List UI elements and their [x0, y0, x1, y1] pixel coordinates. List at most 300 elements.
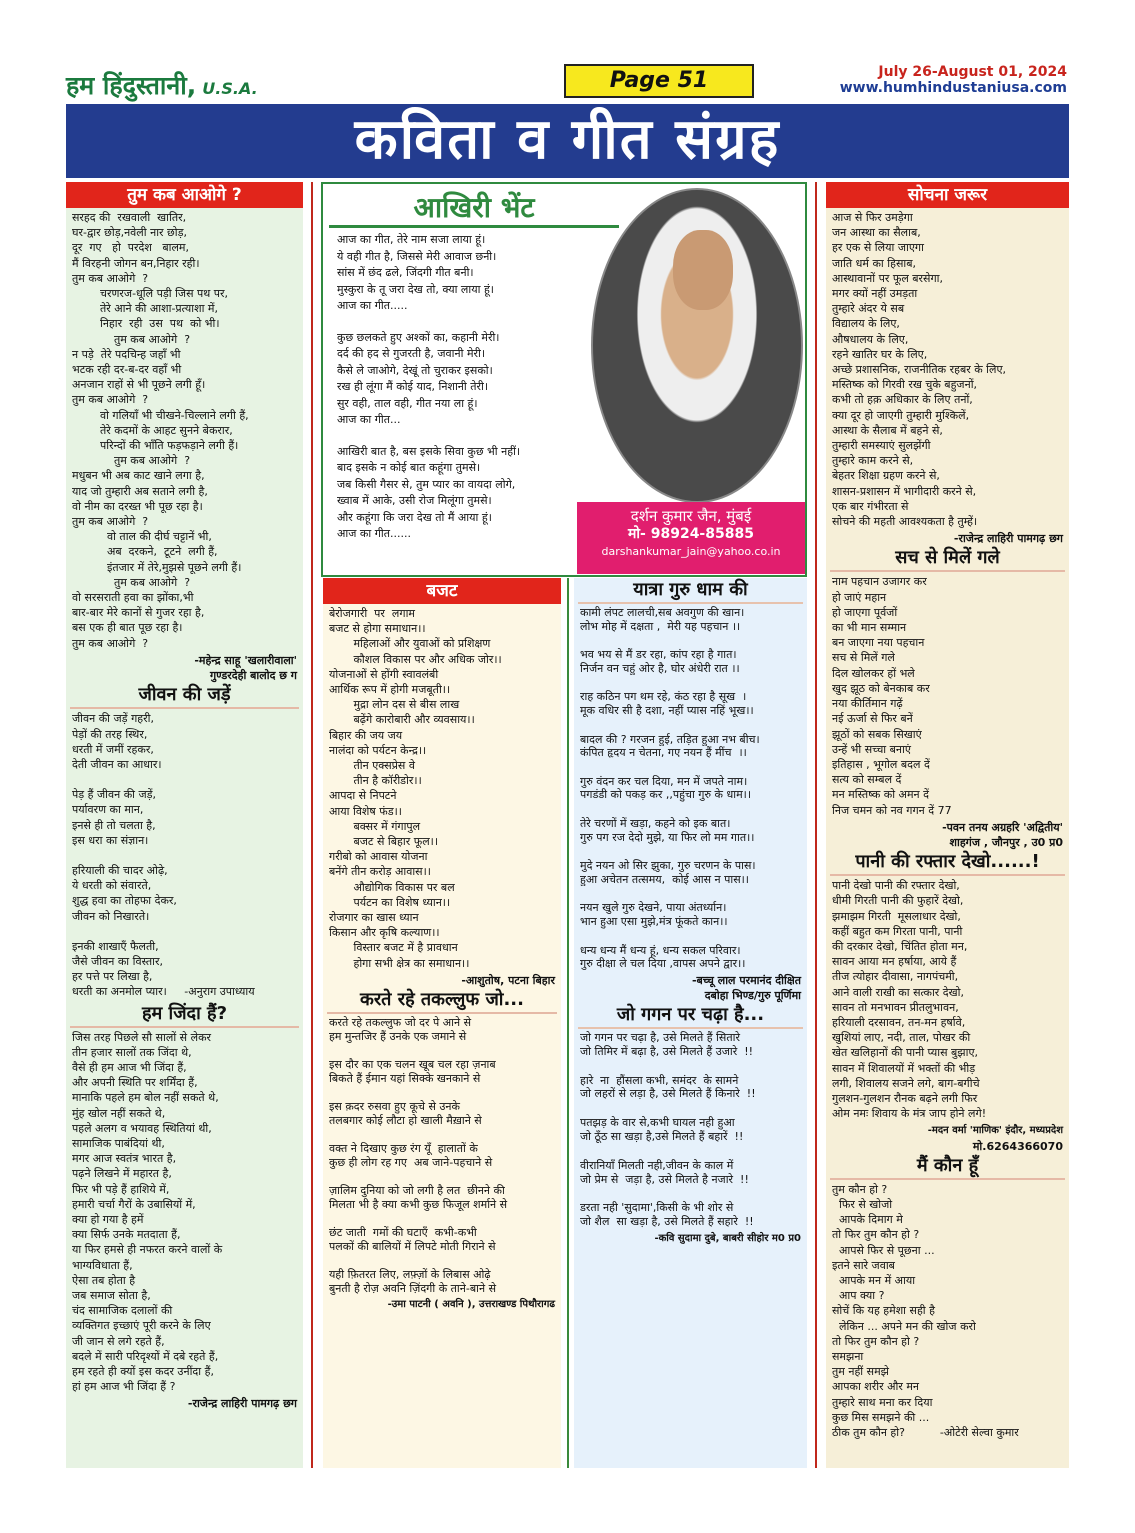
- poem-line: राह कठिन पग थम रहे, कंठ रहा है सूख ।: [580, 690, 747, 704]
- poem-line: भटक रही दर-ब-दर वहाँ भी: [72, 363, 182, 377]
- poem-line: होगा सभी क्षेत्र का समाधान।।: [329, 956, 470, 970]
- poem-author: -महेन्द्र साहू 'खलारीवाला': [194, 653, 297, 667]
- poem-line: परिन्दों की भाँति फड़फड़ाने लगी हैं।: [72, 439, 239, 453]
- poem-line: कुछ ही लोग रह गए अब जाने-पहचाने से: [329, 1155, 493, 1169]
- poem-line: क्या दूर हो जाएगी तुम्हारी मुश्किलें,: [832, 408, 970, 422]
- poem-body: [826, 208, 1069, 531]
- poem-line: समझना: [832, 1350, 864, 1364]
- poem-line: बिकते हैं ईमान यहां सिक्के खनकाने से: [329, 1071, 481, 1085]
- poem-line: पर्यटन का विशेष ध्यान।।: [329, 895, 451, 909]
- poem-line: निर्जन वन चहुं ओर है, घोर अंधेरी रात ।।: [580, 661, 740, 675]
- poem-line: इंतजार में तेरे,मुझसे पूछने लगी हैं।: [72, 560, 242, 574]
- poem-title: मैं कौन हूँ: [830, 1154, 1065, 1180]
- poem-line: धरती में जमीं रहकर,: [72, 742, 154, 756]
- poem-line: नयन खुले गुरु देखने, पाया अंतर्ध्यान।: [580, 901, 727, 915]
- column-center-left: [323, 578, 561, 1468]
- poem-line: बेरोजगारी पर लगाम: [329, 607, 415, 620]
- poem-body: [337, 232, 599, 543]
- poem-line: जो शैल सा खड़ा है, उसे मिलते हैं सहारे !!: [580, 1215, 754, 1229]
- poem-line: [329, 1211, 555, 1226]
- poem-line: सोचने की महती आवश्यकता है तुम्हें।: [832, 515, 978, 529]
- poem-line: तुम कब आओगे ?: [72, 332, 191, 346]
- poem-line: कभी तो हक़ अधिकार के लिए तनों,: [832, 393, 973, 407]
- poem-line: शुद्ध हवा का तोहफा देकर,: [72, 894, 177, 908]
- poem-line: वो सरसराती हवा का झोंका,भी: [72, 591, 194, 605]
- poem-line: मगर क्यों नहीं उमड़ता: [832, 287, 918, 301]
- poem-line: हम मुन्तजिर हैं उनके एक जमाने से: [329, 1029, 467, 1043]
- poem-line: इतिहास , भूगोल बदल दें: [832, 757, 930, 771]
- poem-line: देती जीवन का आधार।: [72, 757, 162, 771]
- poem-line: हरियाली दरसावन, तन-मन हर्षावे,: [832, 1015, 966, 1029]
- poem-line: सामाजिक पाबंदियां थी,: [72, 1136, 165, 1150]
- column-center-right: [574, 578, 807, 1468]
- poem-line: वैसे ही हम आज भी जिंदा हैं,: [72, 1060, 187, 1074]
- poem-line: आस्थावानों पर फूल बरसेगा,: [832, 271, 944, 285]
- poem-line: धन्य धन्य मैं धन्य हूं, धन्य सकल परिवार।: [580, 943, 741, 957]
- poem-line: हर एक से लिया जाएगा: [832, 241, 924, 255]
- poem-line: ये धरती को संवारते,: [72, 879, 152, 893]
- poem-line: इनकी शाखाएँ फैलती,: [72, 939, 159, 953]
- poem-line: और कहूंगा कि जरा देख तो मैं आया हूं।: [337, 510, 492, 524]
- poem-body: [323, 604, 561, 973]
- poem-line: खुद झूठ को बेनकाब कर: [832, 681, 930, 695]
- poem-line: व्यक्तिगत इच्छाएं पूरी करने के लिए: [72, 1319, 211, 1333]
- poem-line: तुम कब आओगे ?: [72, 515, 149, 529]
- poem-line: लगी, शिवालय सजने लगे, बाग-बगीचे: [832, 1076, 980, 1090]
- section-banner: कविता व गीत संग्रह: [66, 104, 1069, 178]
- poem-line: हुआ अचेतन तत्समय, कोई आस न पास।।: [580, 872, 749, 886]
- poem-line: घर-द्वार छोड़,नवेली नार छोड़,: [72, 226, 187, 240]
- poem-line: विद्यालय के लिए,: [832, 317, 900, 331]
- poem-line: तेरे कदमों के आहट सुनने बेकरार,: [72, 423, 233, 437]
- featured-poem-title: आखिरी भेंट: [329, 188, 619, 228]
- poem-line: पलकों की बालियों में लिपटे मोती गिराने से: [329, 1239, 496, 1253]
- poem-line: एक बार गंभीरता से: [832, 499, 909, 513]
- poem-title: तुम कब आओगे ?: [66, 182, 303, 208]
- poem-title: जीवन की जड़ें: [70, 683, 299, 709]
- poem-line: पर्यावरण का मान,: [72, 803, 144, 817]
- poem-line: वो नीम का दरख्त भी पूछ रहा है।: [72, 499, 203, 513]
- poem-line: सोचें कि यह हमेशा सही है: [832, 1304, 935, 1318]
- poem-line: आपके दिमाग मे: [832, 1213, 903, 1227]
- poem-line: मुदे नयन ओ सिर झुका, गुरु चरणन के पास।: [580, 859, 756, 873]
- issue-date: July 26-August 01, 2024: [878, 64, 1067, 80]
- poem-line: जाति धर्म का हिसाब,: [832, 256, 917, 270]
- poem-line: तीन हजार सालों तक जिंदा थे,: [72, 1045, 192, 1059]
- poem-line: फिर से खोजो: [832, 1197, 893, 1211]
- poem-line: इतने सारे जवाब: [832, 1258, 895, 1272]
- poem-title: सोचना जरूर: [826, 182, 1069, 208]
- poem-line: सावन तो मनभावन प्रीतलुभावन,: [832, 1000, 959, 1014]
- poem-line: चरणरज-धूलि पड़ी जिस पथ पर,: [72, 287, 229, 301]
- poem-line: जो लहरों से लड़ा है, उसे मिलते हैं किनारे !!: [580, 1087, 756, 1101]
- poem-line: जीवन को निखारते।: [72, 909, 150, 923]
- poem-line: मूक वधिर सी है दशा, नहीं प्यास नहिं भूख।।: [580, 703, 754, 717]
- poem-line: तुम्हारे साथ मना कर दिया: [832, 1395, 933, 1409]
- poem-line: तुम कब आओगे ?: [72, 575, 191, 589]
- poem-line: जी जान से लगे रहते हैं,: [72, 1334, 165, 1348]
- poem-line: आपके मन में आया: [832, 1274, 916, 1287]
- poem-line: कुछ छलकते हुए अश्कों का, कहानी मेरी।: [337, 330, 500, 344]
- poem-line: कहीं बहुत कम गिरता पानी, पानी: [832, 924, 963, 938]
- poem-line: आपसे फिर से पूछना ...: [832, 1243, 935, 1257]
- poem-line: जो गगन पर चढ़ा है, उसे मिलते हैं सितारे: [580, 1031, 740, 1045]
- poem-line: आर्थिक रूप में होगी मजबूती।।: [329, 683, 451, 697]
- poem-line: डरता नही 'सुदामा',किसी के भी शोर से: [580, 1201, 734, 1215]
- poem-line: तुम कौन हो ?: [832, 1182, 888, 1196]
- poem-author: -आशुतोष, पटना बिहार: [461, 973, 555, 987]
- poem-line: तो फिर तुम कौन हो ?: [832, 1228, 920, 1242]
- author-place: दबोहा भिण्ड/गुरु पूर्णिमा: [704, 988, 801, 1002]
- poem-body: [574, 1029, 807, 1231]
- poem-line: सच से मिलें गले: [832, 651, 895, 665]
- poem-line: रख ही लूंगा मैं कोई याद, निशानी तेरी।: [337, 380, 489, 393]
- poem-line: तुम्हारे अंदर ये सब: [832, 302, 905, 316]
- poem-line: तुम नहीं समझे: [832, 1365, 889, 1379]
- featured-poem: [321, 182, 807, 577]
- poem-line: आज का गीत......: [337, 527, 411, 540]
- poem-line: ख्वाब में आके, उसी रोज मिलूंगा तुमसे।: [337, 494, 492, 507]
- poem-line: [337, 315, 599, 330]
- poem-body: [66, 208, 303, 653]
- poem-line: फिर भी पड़े हैं हाशिये में,: [72, 1182, 170, 1196]
- poem-line: बढ़ेंगे कारोबारी और व्यवसाय।।: [329, 713, 475, 727]
- poem-line: [329, 1043, 555, 1058]
- poem-line: [72, 924, 297, 939]
- poem-line: बाद इसके न कोई बात कहूंगा तुमसे।: [337, 461, 481, 474]
- poem-line: न पड़े तेरे पदचिन्ह जहाँ भी: [72, 347, 181, 361]
- poem-line: यही फ़ितरत लिए, लफ़्ज़ों के लिबास ओढ़े: [329, 1268, 491, 1282]
- poem-line: आज से फिर उमड़ेगा: [832, 211, 913, 224]
- poem-author: -कवि सुदामा दुबे, बाबरी सीहोर म0 प्र0: [654, 1233, 801, 1245]
- poem-line: वो गलियाँ भी चीखने-चिल्लाने लगी हैं,: [72, 408, 249, 422]
- poem-line: तुम्हारी समस्याएं सुलझेंगी: [832, 439, 931, 453]
- poem-line: [580, 1186, 801, 1201]
- poem-line: ओम नमः शिवाय के मंत्र जाप होने लगे!: [832, 1107, 987, 1121]
- poem-line: महिलाओं और युवाओं को प्रशिक्षण: [329, 637, 491, 651]
- poem-line: [329, 1127, 555, 1142]
- poem-line: बदले में सारी परिदृश्यों में दबे रहते हैं,: [72, 1349, 219, 1363]
- poem-body: [66, 709, 303, 1001]
- poem-line: [72, 772, 297, 787]
- poem-body: [826, 572, 1069, 819]
- poem-body: [826, 1180, 1069, 1442]
- column-divider: [815, 182, 817, 1468]
- poem-line: क्या सिर्फ उनके मतदाता हैं,: [72, 1228, 181, 1242]
- poem-line: लेकिन ... अपने मन की खोज करो: [832, 1319, 976, 1333]
- poem-title: बजट: [323, 578, 561, 604]
- poem-line: पेड़ हैं जीवन की जड़ें,: [72, 788, 157, 802]
- poem-line: नया कीर्तिमान गढ़ें: [832, 697, 903, 711]
- poem-line: तो फिर तुम कौन हो ?: [832, 1334, 920, 1348]
- poem-line: हमारी चर्चा गैरों के उबासियों में,: [72, 1197, 196, 1211]
- poem-line: पतझड़ के वार से,कभी घायल नही हुआ: [580, 1116, 735, 1130]
- poem-title: पानी की रफ्तार देखो......!: [830, 850, 1065, 876]
- poem-line: तलबगार कोई लौटा हो खाली मैख़ाने से: [329, 1113, 482, 1127]
- masthead-brand: हम हिंदुस्तानी, U.S.A.: [66, 71, 258, 100]
- column-divider: [567, 578, 569, 1468]
- poem-line: आप क्या ?: [832, 1289, 885, 1303]
- poem-title: यात्रा गुरु धाम की: [578, 578, 803, 604]
- author-email[interactable]: darshankumar_jain@yahoo.co.in: [601, 545, 781, 558]
- website-link[interactable]: www.humhindustaniusa.com: [839, 80, 1067, 96]
- poem-line: और अपनी स्थिति पर शर्मिंदा हैं,: [72, 1076, 198, 1090]
- poem-line: अच्छे प्रशासनिक, राजनीतिक रहबर के लिए,: [832, 363, 1007, 377]
- page-number: Page 51: [564, 64, 754, 98]
- poem-line: नाम पहचान उजागर कर: [832, 575, 927, 589]
- poem-author: -राजेन्द्र लाहिरी पामगढ़ छग: [187, 1397, 297, 1411]
- poem-line: ऐसा तब होता है: [72, 1273, 136, 1287]
- poem-line: गुरु दीक्षा ले चल दिया ,वापस अपने द्वार।।: [580, 957, 746, 971]
- poem-line: बजट से होगा समाधान।।: [329, 622, 426, 636]
- poem-line: चंद सामाजिक दलालों की: [72, 1304, 173, 1318]
- poem-line: बार-बार मेरे कानों से गुजर रहा है,: [72, 606, 205, 620]
- poem-line: [580, 760, 801, 775]
- poem-author: -मदन वर्मा 'माणिक' इंदौर, मध्यप्रदेश: [927, 1125, 1063, 1137]
- poem-line: आखिरी बात है, बस इसके सिवा कुछ भी नहीं।: [337, 444, 521, 458]
- poem-line: सावन आया मन हर्षाया, आये हैं: [832, 955, 957, 969]
- poem-line: कौशल विकास पर और अधिक जोर।।: [329, 652, 502, 666]
- author-card: [577, 502, 805, 574]
- poem-line: ज़ालिम दुनिया को जो लगी है लत छीनने की: [329, 1184, 505, 1198]
- poem-line: [580, 886, 801, 901]
- poem-line: रोजगार का खास ध्यान: [329, 911, 419, 925]
- poem-line: पढ़ने लिखने में महारत है,: [72, 1167, 172, 1181]
- author-name: दर्शन कुमार जैन, मुंबई: [630, 507, 752, 525]
- poem-line: आपका शरीर और मन: [832, 1380, 920, 1394]
- poem-line: [580, 718, 801, 733]
- author-place: शाहगंज , जौनपुर , उ0 प्र0: [949, 835, 1063, 849]
- poem-line: जीवन की जड़ें गहरी,: [72, 712, 154, 726]
- poem-line: जन आस्था का सैलाब,: [832, 226, 921, 240]
- poem-line: निहार रही उस पथ को भी।: [72, 317, 220, 331]
- poem-line: धरती का अनमोल प्यार। -अनुराग उपाध्याय: [72, 985, 255, 999]
- poem-line: मुंह खोल नहीं सकते थे,: [72, 1106, 166, 1120]
- poem-line: बेहतर शिक्षा ग्रहण करने से,: [832, 469, 940, 483]
- poem-line: हो जाएं महान: [832, 590, 887, 604]
- poem-line: कंपित हृदय न चेतना, गए नयन हैं मींच ।।: [580, 746, 747, 760]
- poem-line: पेड़ों की तरह स्थिर,: [72, 727, 148, 741]
- column-right: [826, 182, 1069, 1468]
- poem-author: -बच्चू लाल परमानंद दीक्षित: [691, 973, 801, 987]
- poem-line: मानाकि पहले हम बोल नहीं सकते थे,: [72, 1091, 219, 1105]
- poem-line: बक्सर में गंगापुल: [329, 819, 421, 833]
- poem-line: खुशियां लाए, नदी, ताल, पोखर की: [832, 1031, 971, 1045]
- poem-line: बनेंगे तीन करोड़ आवास।।: [329, 865, 431, 879]
- poem-line: मिलता भी है क्या कभी कुछ फिजूल शर्माने से: [329, 1197, 508, 1211]
- poem-line: गुरु वंदन कर चल दिया, मन में जपते नाम।: [580, 774, 748, 788]
- poem-line: भान हुआ एसा मुझे,मंत्र फूंकते कान।।: [580, 914, 728, 928]
- poem-line: दूर गए हो परदेश बालम,: [72, 241, 190, 255]
- poem-title: सच से मिलें गले: [830, 546, 1065, 572]
- poem-line: सत्य को सम्बल दें: [832, 773, 902, 787]
- poem-line: मगर आज स्वतंत्र भारत है,: [72, 1152, 177, 1166]
- poem-line: या फिर हमसे ही नफरत करने वालों के: [72, 1243, 223, 1257]
- poem-author: -राजेन्द्र लाहिरी पामगढ़ छग: [953, 532, 1063, 546]
- poem-line: झमाझम गिरती मूसलाधार देखो,: [832, 909, 961, 923]
- poem-line: [580, 1059, 801, 1074]
- poem-line: योजनाओं से होंगी स्वावलंबी: [329, 667, 439, 681]
- poem-title: हम जिंदा हैं?: [70, 1002, 299, 1028]
- dateline: [840, 64, 1067, 96]
- poem-line: बुनती है रोज़ अवनि ज़िंदगी के ताने-बाने से: [329, 1281, 497, 1295]
- poem-line: लोभ मोह में दक्षता , मेरी यह पहचान ।।: [580, 619, 741, 633]
- author-place: गुण्डरदेही बालोद छ ग: [209, 669, 297, 683]
- author-phone: मो- 98924-85885: [628, 526, 754, 542]
- poem-line: इस दौर का एक चलन खूब चल रहा ज़नाब: [329, 1058, 496, 1072]
- author-face: [673, 230, 733, 310]
- poem-title: जो गगन पर चढ़ा है...: [578, 1003, 803, 1029]
- poem-line: सावन में शिवालयों में भक्तों की भीड़: [832, 1061, 976, 1075]
- poem-line: शासन-प्रशासन में भागीदारी करने से,: [832, 484, 977, 498]
- poem-line: पहले अलग व भयावह स्थितियां थी,: [72, 1121, 212, 1135]
- poem-line: नई ऊर्जा से फिर बनें: [832, 712, 913, 726]
- poem-line: जो ठूँठ सा खड़ा है,उसे मिलते हैं बहारें !!: [580, 1130, 744, 1144]
- poem-line: [329, 1085, 555, 1100]
- poem-line: करते रहे तकल्लुफ जो दर पे आने से: [329, 1016, 472, 1030]
- poem-line: तेरे चरणों में खड़ा, कहने को इक बात।: [580, 816, 731, 830]
- poem-author: -पवन तनय अग्रहरि 'अद्वितीय': [942, 820, 1063, 834]
- poem-line: मुस्कुरा के तू जरा देख तो, क्या लाया हूं।: [337, 282, 494, 296]
- poem-line: [580, 633, 801, 648]
- poem-body: [826, 876, 1069, 1123]
- poem-line: अब दरकने, टूटने लगी हैं,: [72, 545, 218, 559]
- poem-line: झूठों को सबक सिखाएं: [832, 727, 922, 741]
- poem-line: कुछ मिस समझने की ...: [832, 1410, 930, 1424]
- poem-line: तुम कब आओगे ?: [72, 393, 149, 407]
- poem-line: हम रहते ही क्यों इस कदर उनींदा हैं,: [72, 1365, 214, 1379]
- author-photo: [591, 188, 803, 503]
- poem-line: [329, 1169, 555, 1184]
- poem-line: [580, 1101, 801, 1116]
- poem-line: मैं विरहनी जोगन बन,निहार रही।: [72, 256, 200, 270]
- poem-line: औषधालय के लिए,: [832, 332, 909, 346]
- poem-line: पानी देखो पानी की रफ्तार देखो,: [832, 879, 960, 893]
- poem-line: जो तिमिर में बढ़ा है, उसे मिलते हैं उजारे !!: [580, 1044, 754, 1058]
- poem-line: हो जाएगा पूर्वजों: [832, 605, 898, 619]
- page-header: [66, 64, 1071, 100]
- poem-line: धीमी गिरती पानी की फुहारें देखो,: [832, 894, 964, 908]
- poem-line: सुर वही, ताल वही, गीत नया ला हूं।: [337, 396, 478, 410]
- poem-line: की दरकार देखो, चिंतित होता मन,: [832, 939, 968, 953]
- poem-line: आस्था के सैलाब में बहने से,: [832, 423, 943, 437]
- poem-line: [580, 929, 801, 944]
- poem-title: करते रहे तकल्लुफ जो...: [327, 988, 557, 1014]
- poem-line: गुलशन-गुलशन रौनक बढ़ने लगी फिर: [832, 1091, 978, 1105]
- poem-body: [574, 604, 807, 973]
- column-divider: [311, 182, 313, 1468]
- poem-line: आज का गीत...: [337, 413, 401, 426]
- poem-line: वीरानियाँ मिलती नही,जीवन के काल में: [580, 1158, 734, 1172]
- poem-line: याद जो तुम्हारी अब सताने लगी है,: [72, 484, 208, 498]
- poem-line: दिल खोलकर हों भले: [832, 666, 915, 680]
- poem-line: हरियाली की चादर ओढ़े,: [72, 863, 168, 877]
- poem-line: छंट जाती गमों की घटाएँ कभी-कभी: [329, 1226, 477, 1240]
- poem-line: आज का गीत.....: [337, 299, 408, 312]
- poem-line: [580, 1144, 801, 1159]
- poem-line: कैसे ले जाओगे, देखूं तो चुराकर इसको।: [337, 363, 493, 377]
- poem-line: खेत खलिहानों की पानी प्यास बुझाए,: [832, 1046, 979, 1060]
- poem-line: [329, 1253, 555, 1268]
- poem-line: आज का गीत, तेरे नाम सजा लाया हूं।: [337, 233, 486, 246]
- poem-line: का भी मान सम्मान: [832, 621, 907, 635]
- poem-line: ये वही गीत है, जिससे मेरी आवाज छनी।: [337, 249, 497, 263]
- poem-line: बन जाएगा नया पहचान: [832, 636, 925, 650]
- poem-line: हर पत्ते पर लिखा है,: [72, 970, 153, 984]
- poem-line: जब समाज सोता है,: [72, 1289, 151, 1302]
- poem-line: मुद्रा लोन दस से बीस लाख: [329, 698, 460, 712]
- poem-line: इस धरा का संज्ञान।: [72, 833, 149, 847]
- poem-line: [580, 844, 801, 859]
- poem-line: किसान और कृषि कल्याण।।: [329, 926, 440, 940]
- poem-line: हारे ना हौंसला कभी, समंदर के सामने: [580, 1073, 739, 1087]
- poem-line: आया विशेष फंड।।: [329, 804, 402, 818]
- poem-line: इस क़दर रुसवा हुए कूचे से उनके: [329, 1100, 460, 1114]
- poem-line: गरीबो को आवास योजना: [329, 850, 428, 864]
- poem-line: आने वाली राखी का सत्कार देखो,: [832, 985, 964, 999]
- poem-line: तीन है कॉरीडोर।।: [329, 774, 422, 788]
- author-phone: मो.6264366070: [972, 1139, 1063, 1153]
- poem-line: औद्योगिक विकास पर बल: [329, 880, 455, 894]
- poem-author: -उमा पाटनी ( अवनि ), उत्तराखण्ड पिथौरागढ: [387, 1299, 555, 1311]
- poem-line: तीन एक्सप्रेस वे: [329, 759, 415, 773]
- poem-line: बस एक ही बात पूछ रहा है।: [72, 621, 183, 635]
- poem-line: गुरु पग रज देदो मुझे, या फिर लो मम गात।।: [580, 830, 755, 844]
- poem-line: दर्द की हद से गुजरती है, जवानी मेरी।: [337, 347, 486, 360]
- poem-line: सांस में छंद ढले, जिंदगी गीत बनी।: [337, 266, 474, 279]
- poem-line: हां हम आज भी जिंदा हैं ?: [72, 1380, 176, 1394]
- poem-line: मन मस्तिष्क को अमन दें: [832, 788, 929, 802]
- poem-line: सरहद की रखवाली खातिर,: [72, 211, 187, 224]
- poem-line: अनजान राहों से भी पूछने लगी हूँ।: [72, 378, 206, 392]
- poem-line: कामी लंपट लालची,सब अवगुण की खान।: [580, 606, 745, 619]
- poem-line: [337, 429, 599, 444]
- poem-line: तुम कब आओगे ?: [72, 454, 191, 468]
- poem-line: वो ताल की दीर्घ चट्टानें भी,: [72, 530, 212, 544]
- poem-line: मस्तिष्क को गिरवी रख चुके बहुजनों,: [832, 378, 978, 392]
- poem-line: ठीक तुम कौन हो? -ओटेरी सेल्वा कुमार: [832, 1426, 1019, 1440]
- poem-line: विस्तार बजट में है प्रावधान: [329, 941, 458, 955]
- poem-line: [580, 675, 801, 690]
- poem-line: क्या हो गया है हमें: [72, 1212, 144, 1226]
- poem-line: भव भय से मैं डर रहा, कांप रहा है गात।: [580, 648, 737, 662]
- poem-line: बादल की ? गरजन हुई, तड़ित हुआ नभ बीच।: [580, 732, 760, 746]
- poem-line: [580, 802, 801, 817]
- poem-line: भाग्यविधाता हैं,: [72, 1258, 133, 1272]
- poem-line: तुम कब आओगे ?: [72, 636, 149, 650]
- poem-line: बिहार की जय जय: [329, 728, 403, 742]
- poem-line: जिस तरह पिछले सौ सालों से लेकर: [72, 1030, 212, 1044]
- poem-body: [323, 1014, 561, 1297]
- poem-line: निज चमन को नव गगन दें 77: [832, 803, 952, 817]
- poem-line: नालंदा को पर्यटन केन्द्र।।: [329, 743, 427, 757]
- poem-line: तुम कब आओगे ?: [72, 271, 149, 285]
- poem-line: बजट से बिहार फूल।।: [329, 835, 438, 849]
- poem-line: उन्हें भी सच्चा बनाएं: [832, 742, 911, 756]
- poem-line: तीज त्योहार दीवासा, नागपंचमी,: [832, 970, 959, 984]
- poem-line: जब किसी गैसर से, तुम प्यार का वायदा लोगे,: [337, 477, 516, 491]
- poem-line: आपदा से निपटने: [329, 789, 397, 803]
- poem-line: [72, 848, 297, 863]
- poem-line: रहने खातिर घर के लिए,: [832, 347, 928, 361]
- poem-line: तेरे आने की आशा-प्रत्याशा में,: [72, 302, 218, 316]
- poem-line: पगडंडी को पकड़ कर ,,पहुंचा गुरु के धाम।।: [580, 788, 752, 802]
- poem-line: वक्त ने दिखाए कुछ रंग यूँ हालातों के: [329, 1142, 478, 1156]
- poem-line: इनसे ही तो चलता है,: [72, 818, 156, 832]
- column-left: [66, 182, 303, 1468]
- poem-line: जैसे जीवन का विस्तार,: [72, 954, 163, 968]
- poem-line: मधुबन भी अब काट खाने लगा है,: [72, 469, 205, 483]
